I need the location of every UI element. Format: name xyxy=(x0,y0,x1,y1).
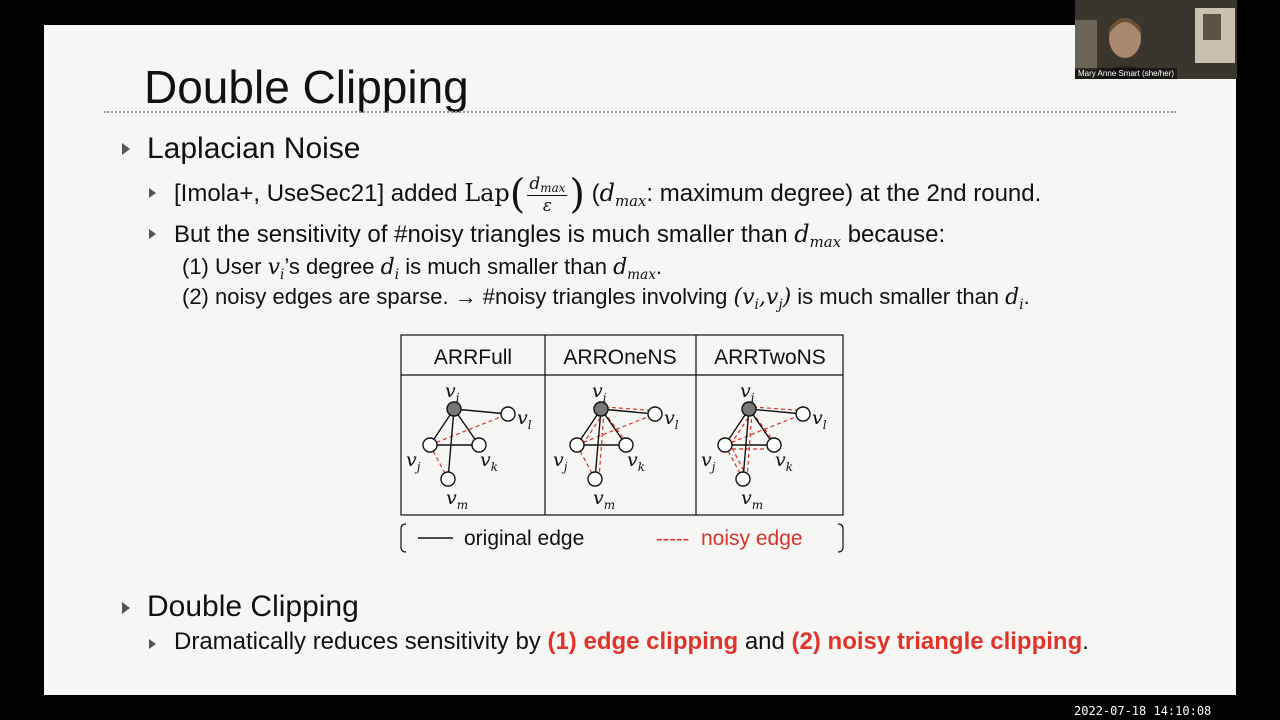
bullet-laplacian-noise: Laplacian Noise xyxy=(147,132,361,165)
reason-2-post: is much smaller than xyxy=(797,284,1000,309)
figure-legend xyxy=(401,524,843,552)
pair-vi: v xyxy=(742,285,755,310)
bullet-arrow-icon xyxy=(122,602,130,614)
noisy-triangle-clipping-text: (2) noisy triangle clipping xyxy=(791,628,1083,655)
dmax-sub2: max xyxy=(809,233,842,252)
noisy-edges xyxy=(725,407,807,479)
bullet-arrow-icon xyxy=(122,143,130,155)
reason-1 xyxy=(182,254,663,283)
label-vj: $v_j$ xyxy=(406,449,421,474)
legend-noisy-dash: ----- xyxy=(656,528,690,550)
label-vl: $v_l$ xyxy=(517,407,532,432)
v-i: v xyxy=(267,255,281,280)
pair-vj: v xyxy=(765,285,779,310)
reason-1-post: is much smaller than xyxy=(405,254,607,279)
d-i-sub: i xyxy=(394,266,400,283)
legend-left-bracket xyxy=(401,524,406,552)
because-text: because: xyxy=(847,221,946,248)
slide-title: Double Clipping xyxy=(144,61,469,113)
dmax-over-epsilon xyxy=(527,174,567,216)
col-header-arrfull: ARRFull xyxy=(433,346,513,369)
node-vm xyxy=(441,472,455,486)
frac-num-d: d xyxy=(529,173,541,194)
and-text: and xyxy=(744,628,785,655)
v-i-sub: i xyxy=(280,266,285,283)
col-header-arrtwons: ARRTwoNS xyxy=(714,346,826,369)
edge-clipping-text: (1) edge clipping xyxy=(547,628,739,655)
label-vk: $v_k$ xyxy=(480,449,499,474)
label-vm: $v_m$ xyxy=(741,487,764,512)
node-vl xyxy=(796,407,810,421)
original-edge xyxy=(601,409,655,414)
legend-noisy-label: noisy edge xyxy=(701,527,803,550)
slide xyxy=(44,25,1236,695)
bullet-double-clipping: Double Clipping xyxy=(147,590,359,623)
frac-denominator: ε xyxy=(542,195,552,216)
sub-bullet-arrow-icon xyxy=(149,639,156,649)
label-vl: $v_l$ xyxy=(664,407,679,432)
recording-timestamp: 2022-07-18 14:10:08 xyxy=(1074,704,1212,718)
dmax-sub3: max xyxy=(627,266,656,283)
graph-arronens xyxy=(553,380,679,512)
pair-lparen: ( xyxy=(733,285,743,310)
label-vi: $v_i$ xyxy=(740,380,755,405)
frac-right-paren: ) xyxy=(569,171,585,218)
participant-video[interactable] xyxy=(1075,0,1237,79)
label-vi: $v_i$ xyxy=(445,380,460,405)
pair-vi-sub: i xyxy=(754,296,759,313)
paren-open: ( xyxy=(591,180,600,207)
node-vl xyxy=(648,407,662,421)
node-vl xyxy=(501,407,515,421)
reduces-text: Dramatically reduces sensitivity by xyxy=(174,628,541,655)
frac-left-paren: ( xyxy=(509,171,526,218)
reason-2 xyxy=(182,284,1030,313)
original-edge xyxy=(448,409,454,479)
sub-bullet-sensitivity xyxy=(174,220,946,252)
frac-num-sub: max xyxy=(540,180,566,195)
d-i-2: d xyxy=(1005,285,1020,310)
reason-1-mid: ’s degree xyxy=(284,254,375,279)
dmax-d: d xyxy=(599,179,616,207)
d-i: d xyxy=(380,255,395,280)
original-edge xyxy=(454,409,508,414)
label-vk: $v_k$ xyxy=(775,449,794,474)
noisy-edges xyxy=(577,407,659,479)
lap-operator: Lap xyxy=(464,179,510,207)
graph-figure xyxy=(400,334,850,556)
label-vm: $v_m$ xyxy=(593,487,616,512)
graph-arrtwons xyxy=(701,380,827,512)
node-vj xyxy=(423,438,437,452)
dmax-sub: max xyxy=(615,192,647,211)
reason-2-pre: (2) noisy edges are sparse. → #noisy triangles involving xyxy=(182,284,728,309)
sensitivity-text: But the sensitivity of #noisy triangles is much smaller than xyxy=(174,221,788,248)
pair-comma: , xyxy=(758,285,766,310)
label-vl: $v_l$ xyxy=(812,407,827,432)
reason-2-dot: . xyxy=(1023,284,1030,309)
node-vm xyxy=(736,472,750,486)
imola-text: [Imola+, UseSec21] added xyxy=(174,180,458,207)
node-vj xyxy=(570,438,584,452)
label-vj: $v_j$ xyxy=(701,449,716,474)
label-vj: $v_j$ xyxy=(553,449,568,474)
node-vj xyxy=(718,438,732,452)
legend-original-label: original edge xyxy=(464,527,585,550)
reason-1-pre: (1) User xyxy=(182,254,262,279)
legend-right-bracket xyxy=(838,524,843,552)
dmax-d2: d xyxy=(794,220,810,248)
sub-bullet-arrow-icon xyxy=(149,229,156,239)
node-vm xyxy=(588,472,602,486)
period-text: . xyxy=(1082,628,1089,655)
max-degree-text: : maximum degree) at the 2nd round. xyxy=(646,180,1042,207)
label-vk: $v_k$ xyxy=(627,449,646,474)
d-i-2-sub: i xyxy=(1019,296,1024,313)
col-header-arronens: ARROneNS xyxy=(563,346,677,369)
pair-rparen: ) xyxy=(782,285,792,310)
sub-bullet-reduces xyxy=(174,628,1089,656)
sub-bullet-arrow-icon xyxy=(149,188,156,198)
sub-bullet-imola xyxy=(174,165,1041,224)
label-vi: $v_i$ xyxy=(592,380,607,405)
participant-name: Mary Anne Smart (she/her) xyxy=(1075,68,1177,79)
reason-1-dot: . xyxy=(655,254,663,279)
label-vm: $v_m$ xyxy=(446,487,469,512)
pair-vj-sub: j xyxy=(778,296,783,313)
dmax-d3: d xyxy=(613,255,628,280)
graph-arrfull xyxy=(406,380,532,512)
original-edge xyxy=(749,409,803,414)
title-divider xyxy=(104,111,1176,113)
frac-numerator xyxy=(527,174,567,196)
